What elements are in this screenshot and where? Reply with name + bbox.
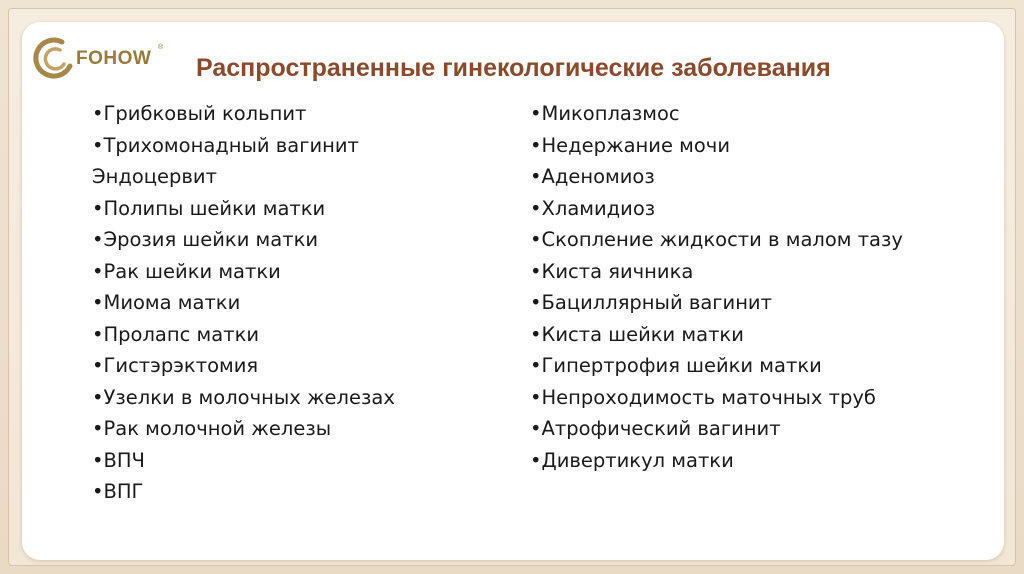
list-item: •ВПЧ (92, 448, 145, 472)
list-item: •Атрофический вагинит (530, 417, 781, 440)
list-item: •ВПГ (92, 480, 144, 503)
list-item: •Эрозия шейки матки (92, 228, 319, 251)
list-item: •Пролапс матки (92, 322, 260, 346)
list-item: •Киста шейки матки (530, 322, 744, 346)
list-item: •Недержание мочи (530, 133, 730, 157)
list-item: •Грибковый кольпит (92, 102, 307, 125)
list-item: •Полипы шейки матки (92, 196, 326, 220)
list-item: •Хламидиоз (530, 196, 656, 220)
list-item: •Трихомонадный вагинит (92, 133, 359, 157)
list-item: •Гистэрэктомия (92, 354, 259, 377)
list-item: •Узелки в молочных железах (92, 385, 395, 409)
slide-title: Распространенные гинекологические заболевания (196, 54, 831, 82)
list-item: •Киста яичника (530, 259, 694, 283)
list-item: •Скопление жидкости в малом тазу (530, 228, 903, 251)
list-item: •Бациллярный вагинит (530, 291, 772, 314)
list-item: •Микоплазмос (530, 102, 680, 125)
list-item: •Рак шейки матки (92, 259, 281, 283)
logo-text: FOHOW (76, 48, 152, 69)
list-item: •Дивертикул матки (530, 448, 734, 472)
list-item: •Непроходимость маточных труб (530, 385, 876, 409)
list-item: •Аденомиоз (530, 165, 655, 188)
list-item: •Гипертрофия шейки матки (530, 354, 822, 377)
list-item: •Миома матки (92, 291, 241, 314)
disease-list-left (92, 98, 395, 508)
disease-list-right (530, 98, 903, 476)
fohow-logo (32, 34, 172, 84)
fohow-swirl-icon (32, 34, 76, 84)
logo-registered-mark: ® (158, 44, 164, 51)
list-item: •Рак молочной железы (92, 417, 332, 440)
list-item: Эндоцервит (92, 165, 217, 188)
